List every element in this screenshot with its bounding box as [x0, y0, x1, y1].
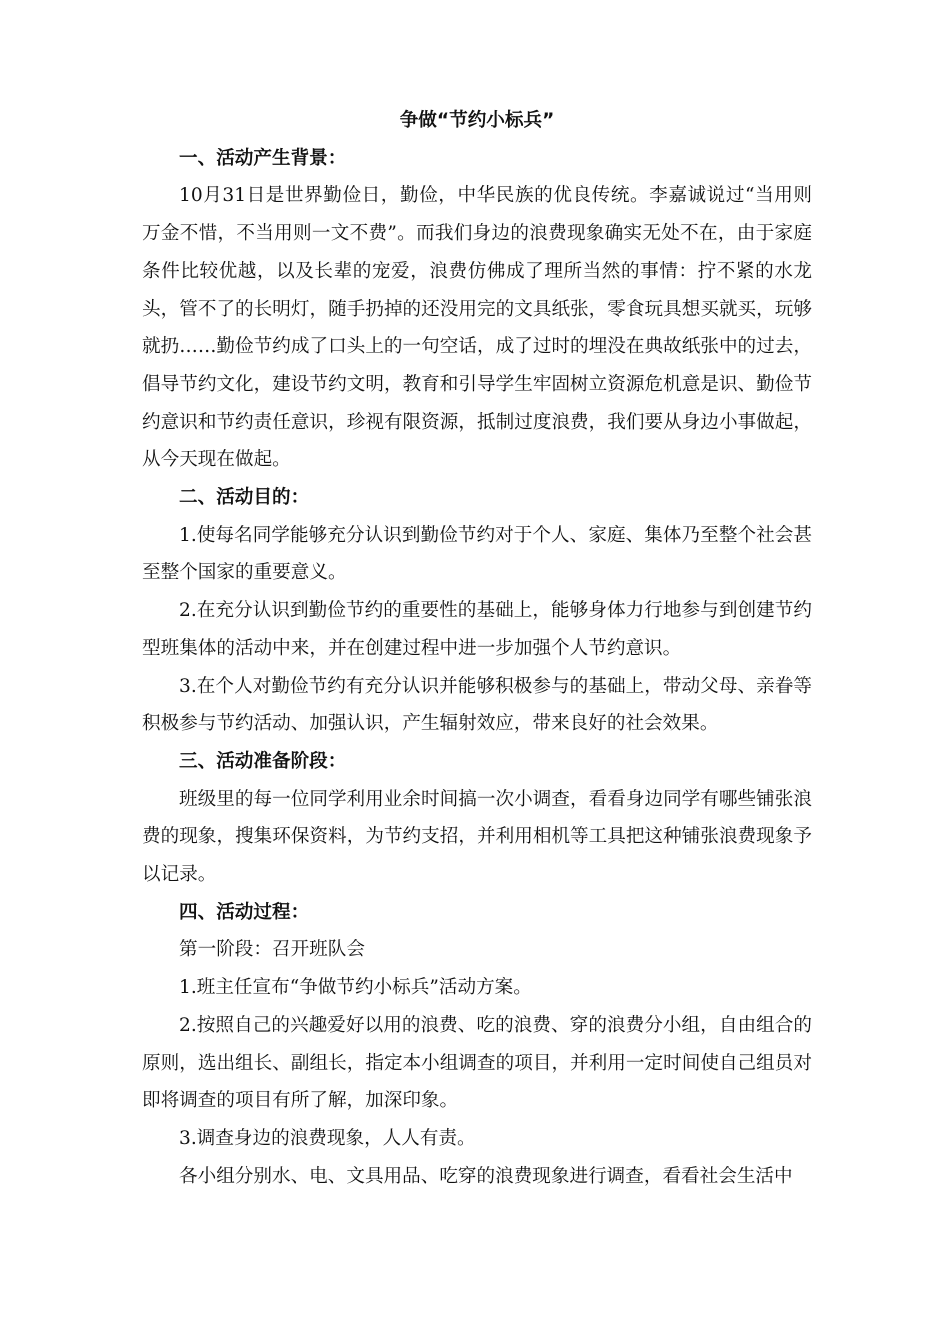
purpose-item: 3.在个人对勤俭节约有充分认识并能够积极参与的基础上，带动父母、亲眷等积极参与节约活动、加强认识，产生辐射效应，带来良好的社会效果。	[142, 675, 812, 735]
process-item: 1.班主任宣布“争做节约小标兵”活动方案。	[179, 977, 532, 999]
section-heading-background: 一、活动产生背景：	[179, 147, 347, 169]
process-item: 各小组分别水、电、文具用品、吃穿的浪费现象进行调查，看看社会生活中	[179, 1165, 793, 1187]
process-item: 2.按照自己的兴趣爱好以用的浪费、吃的浪费、穿的浪费分小组，自由组合的原则，选出组长、副组长，指定本小组调查的项目，并利用一定时间使自己组员对即将调查的项目有所了解，加深印象。	[142, 1014, 812, 1112]
process-item: 3.调查身边的浪费现象，人人有责。	[179, 1127, 476, 1149]
stage-label: 第一阶段：召开班队会	[179, 939, 365, 961]
preparation-paragraph: 班级里的每一位同学利用业余时间搞一次小调查，看看身边同学有哪些铺张浪费的现象，搜集环保资料，为节约支招，并利用相机等工具把这种铺张浪费现象予以记录。	[142, 788, 812, 886]
section-heading-preparation: 三、活动准备阶段：	[179, 750, 347, 772]
document-title: 争做“节约小标兵”	[399, 110, 555, 131]
section-heading-purpose: 二、活动目的：	[179, 487, 310, 509]
section-heading-process: 四、活动过程：	[179, 901, 310, 923]
document-body	[142, 102, 812, 1195]
purpose-item: 1.使每名同学能够充分认识到勤俭节约对于个人、家庭、集体乃至整个社会甚至整个国家的重要意义。	[142, 524, 812, 584]
purpose-item: 2.在充分认识到勤俭节约的重要性的基础上，能够身体力行地参与到创建节约型班集体的活动中来，并在创建过程中进一步加强个人节约意识。	[142, 600, 812, 659]
background-paragraph: 10月31日是世界勤俭日，勤俭，中华民族的优良传统。李嘉诚说过“当用则万金不惜，不当用则一文不费”。而我们身边的浪费现象确实无处不在，由于家庭条件比较优越，以及长辈的宠爱，浪费仿佛成了理所当然的事情：拧不紧的水龙头，管不了的长明灯，随手扔掉的还没用完的文具纸张，零食玩具想买就买，玩够就扔……勤俭节约成了口头上的一句空话，成了过时的埋没在典故纸张中的过去，倡导节约文化，建设节约文明，教育和引导学生牢固树立资源危机意是识、勤俭节约意识和节约责任意识，珍视有限资源，抵制过度浪费，我们要从身边小事做起，从今天现在做起。	[142, 185, 812, 471]
